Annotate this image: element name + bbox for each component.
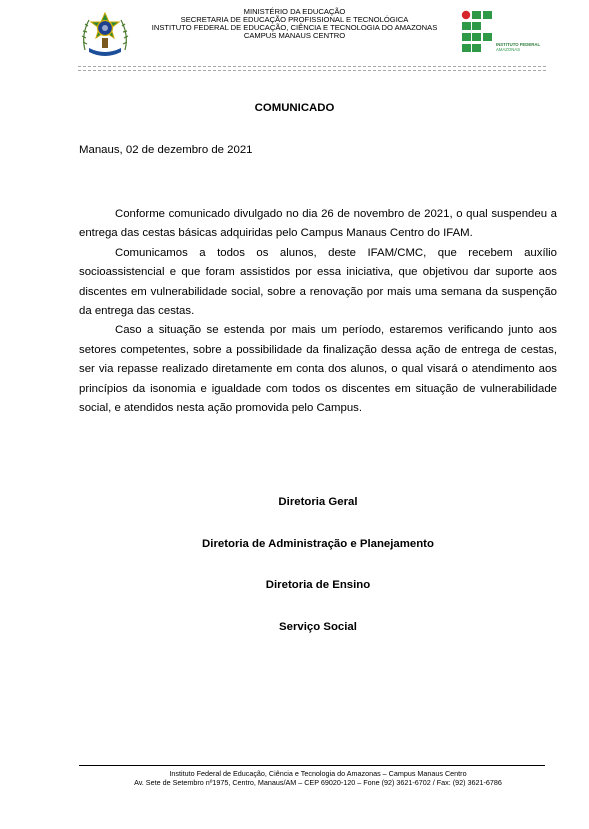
header-secretary: SECRETARIA DE EDUCAÇÃO PROFISSIONAL E TECNOLÓGICA: [180, 15, 409, 24]
header-institute: INSTITUTO FEDERAL DE EDUCAÇÃO, CIÊNCIA E TECNOLOGIA DO AMAZONAS: [151, 23, 438, 32]
footer-separator: [79, 765, 545, 766]
signature-general-directorate: Diretoria Geral: [278, 496, 358, 508]
place-date: Manaus, 02 de dezembro de 2021: [79, 144, 253, 156]
footer-institute: Instituto Federal de Educação, Ciência e Tecnologia do Amazonas – Campus Manaus Centro: [169, 769, 467, 778]
document-body: [79, 205, 557, 418]
signature-administration-directorate: Diretoria de Administração e Planejamento: [202, 538, 434, 550]
header-campus: CAMPUS MANAUS CENTRO: [243, 31, 346, 40]
signature-social-service: Serviço Social: [279, 621, 357, 633]
footer-address: Av. Sete de Setembro nº1975, Centro, Manaus/AM – CEP 69020-120 – Fone (92) 3621-6702 / Fax: (92) 3621-6786: [134, 778, 502, 787]
ifam-logo-icon: [461, 10, 499, 60]
ifam-logo-text: [496, 42, 540, 52]
body-paragraph: Comunicamos a todos os alunos, deste IFAM/CMC, que recebem auxílio socioassistencial e que foram assistidos por essa iniciativa, que objetivou dar suporte aos discentes em vulnerabilidade social, sobre a renovação por mais uma semana da suspenção da entrega das cestas.: [79, 246, 557, 318]
signature-teaching-directorate: Diretoria de Ensino: [265, 579, 371, 591]
ifam-logo-text-state: AMAZONAS: [496, 47, 521, 52]
document-title: COMUNICADO: [254, 102, 335, 114]
header-ministry: MINISTÉRIO DA EDUCAÇÃO: [243, 7, 346, 16]
header-separator: [78, 66, 546, 71]
ifam-logo-text-institute: INSTITUTO FEDERAL: [496, 42, 541, 47]
body-paragraph: Caso a situação se estenda por mais um período, estaremos verificando junto aos setores competentes, sobre a possibilidade da finalização dessa ação de entrega de cestas, ser via repasse realizado diretamente em conta dos alunos, o qual visará o atendimento aos princípios da isonomia e igualdade com todos os discentes em situação de vulnerabilidade social, e atendidos nesta ação promovida pelo Campus.: [79, 324, 557, 415]
body-paragraph: Conforme comunicado divulgado no dia 26 de novembro de 2021, o qual suspendeu a entrega das cestas básicas adquiridas pelo Campus Manaus Centro do IFAM.: [79, 208, 557, 240]
